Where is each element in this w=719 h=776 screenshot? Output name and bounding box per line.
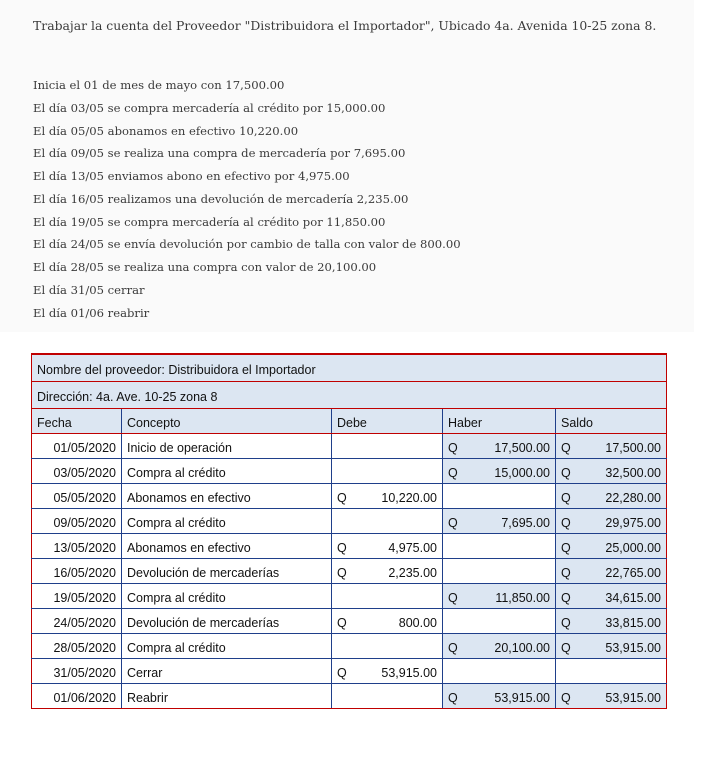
cell-debe — [332, 508, 443, 533]
operation-item: El día 16/05 realizamos una devolución de mercadería 2,235.00 — [33, 191, 409, 206]
cell-haber — [443, 433, 556, 458]
table-row — [32, 633, 667, 658]
cell-haber — [443, 633, 556, 658]
cell-concepto: Compra al crédito — [122, 458, 332, 483]
header-debe: Debe — [332, 408, 443, 433]
operation-item: El día 28/05 se realiza una compra con valor de 20,100.00 — [33, 260, 377, 274]
currency-symbol: Q — [337, 665, 347, 680]
table-row — [32, 483, 667, 508]
operation-item: El día 24/05 se envía devolución por cambio de talla con valor de 800.00 — [33, 237, 461, 252]
currency-symbol: Q — [337, 490, 347, 505]
amount: 53,915.00 — [381, 665, 437, 680]
cell-fecha: 01/06/2020 — [32, 683, 122, 708]
cell-concepto: Compra al crédito — [122, 508, 332, 533]
header-haber: Haber — [443, 408, 556, 433]
amount: 11,850.00 — [495, 590, 550, 605]
currency-symbol: Q — [448, 590, 458, 605]
operation-item: El día 31/05 cerrar — [33, 282, 145, 297]
cell-debe — [332, 533, 443, 558]
currency-symbol: Q — [561, 640, 571, 655]
operation-item: El día 09/05 se realiza una compra de mercadería por 7,695.00 — [33, 146, 406, 161]
operations-list — [33, 74, 461, 324]
amount: 15,000.00 — [494, 465, 550, 480]
supplier-address: Dirección: 4a. Ave. 10-25 zona 8 — [32, 381, 667, 408]
table-row — [32, 658, 667, 683]
operation-item: Inicia el 01 de mes de mayo con 17,500.00 — [33, 78, 285, 92]
operation-item: El día 03/05 se compra mercadería al crédito por 15,000.00 — [33, 100, 386, 115]
amount: 53,915.00 — [605, 640, 661, 655]
cell-debe — [332, 458, 443, 483]
cell-haber — [443, 583, 556, 608]
cell-debe — [332, 633, 443, 658]
currency-symbol: Q — [337, 565, 347, 580]
cell-saldo — [556, 483, 667, 508]
amount: 53,915.00 — [494, 690, 550, 705]
instructions-panel — [0, 0, 694, 332]
currency-symbol: Q — [561, 465, 571, 480]
amount: 20,100.00 — [494, 640, 550, 655]
currency-symbol: Q — [561, 440, 571, 455]
cell-fecha: 16/05/2020 — [32, 558, 122, 583]
amount: 7,695.00 — [501, 515, 550, 530]
table-row — [32, 683, 667, 708]
cell-fecha: 09/05/2020 — [32, 508, 122, 533]
cell-fecha: 19/05/2020 — [32, 583, 122, 608]
cell-saldo — [556, 533, 667, 558]
operation-item: El día 01/06 reabrir — [33, 305, 150, 320]
currency-symbol: Q — [561, 615, 571, 630]
amount: 17,500.00 — [494, 440, 550, 455]
cell-concepto: Inicio de operación — [122, 433, 332, 458]
cell-fecha: 31/05/2020 — [32, 658, 122, 683]
cell-debe — [332, 583, 443, 608]
cell-debe — [332, 658, 443, 683]
cell-concepto: Reabrir — [122, 683, 332, 708]
cell-debe — [332, 608, 443, 633]
cell-debe — [332, 683, 443, 708]
amount: 33,815.00 — [605, 615, 661, 630]
currency-symbol: Q — [561, 490, 571, 505]
amount: 22,280.00 — [605, 490, 661, 505]
address-row — [32, 381, 667, 408]
table-row — [32, 558, 667, 583]
cell-haber — [443, 558, 556, 583]
cell-fecha: 05/05/2020 — [32, 483, 122, 508]
cell-concepto: Abonamos en efectivo — [122, 483, 332, 508]
amount: 22,765.00 — [605, 565, 661, 580]
currency-symbol: Q — [448, 690, 458, 705]
amount: 32,500.00 — [605, 465, 661, 480]
supplier-row — [32, 354, 667, 381]
cell-saldo — [556, 683, 667, 708]
cell-concepto: Abonamos en efectivo — [122, 533, 332, 558]
table-row — [32, 608, 667, 633]
cell-fecha: 01/05/2020 — [32, 433, 122, 458]
cell-concepto: Compra al crédito — [122, 633, 332, 658]
currency-symbol: Q — [561, 565, 571, 580]
cell-debe — [332, 558, 443, 583]
currency-symbol: Q — [561, 515, 571, 530]
amount: 10,220.00 — [381, 490, 437, 505]
amount: 800.00 — [398, 615, 437, 630]
cell-saldo — [556, 583, 667, 608]
header-concepto: Concepto — [122, 408, 332, 433]
cell-fecha: 03/05/2020 — [32, 458, 122, 483]
currency-symbol: Q — [561, 590, 571, 605]
cell-haber — [443, 483, 556, 508]
cell-concepto: Devolución de mercaderías — [122, 558, 332, 583]
currency-symbol: Q — [448, 640, 458, 655]
currency-symbol: Q — [561, 540, 571, 555]
amount: 34,615.00 — [605, 590, 661, 605]
table-row — [32, 583, 667, 608]
cell-saldo — [556, 658, 667, 683]
supplier-name: Nombre del proveedor: Distribuidora el Importador — [32, 354, 667, 381]
table-row — [32, 533, 667, 558]
cell-fecha: 13/05/2020 — [32, 533, 122, 558]
cell-saldo — [556, 458, 667, 483]
cell-concepto: Devolución de mercaderías — [122, 608, 332, 633]
amount: 25,000.00 — [605, 540, 661, 555]
cell-haber — [443, 533, 556, 558]
cell-haber — [443, 608, 556, 633]
amount: 2,235.00 — [388, 565, 437, 580]
cell-haber — [443, 683, 556, 708]
cell-saldo — [556, 433, 667, 458]
cell-haber — [443, 508, 556, 533]
cell-concepto: Cerrar — [122, 658, 332, 683]
operation-item: El día 19/05 se compra mercadería al crédito por 11,850.00 — [33, 214, 386, 229]
supplier-ledger-table — [31, 353, 667, 709]
currency-symbol: Q — [337, 540, 347, 555]
operation-item: El día 05/05 abonamos en efectivo 10,220.00 — [33, 123, 299, 138]
currency-symbol: Q — [561, 690, 571, 705]
amount: 29,975.00 — [605, 515, 661, 530]
table-row — [32, 433, 667, 458]
amount: 4,975.00 — [388, 540, 437, 555]
table-header-row — [32, 408, 667, 433]
header-saldo: Saldo — [556, 408, 667, 433]
cell-debe — [332, 483, 443, 508]
cell-haber — [443, 458, 556, 483]
cell-saldo — [556, 633, 667, 658]
cell-concepto: Compra al crédito — [122, 583, 332, 608]
cell-fecha: 28/05/2020 — [32, 633, 122, 658]
cell-haber — [443, 658, 556, 683]
cell-debe — [332, 433, 443, 458]
amount: 17,500.00 — [605, 440, 661, 455]
cell-saldo — [556, 508, 667, 533]
cell-fecha: 24/05/2020 — [32, 608, 122, 633]
currency-symbol: Q — [337, 615, 347, 630]
table-row — [32, 458, 667, 483]
cell-saldo — [556, 558, 667, 583]
cell-saldo — [556, 608, 667, 633]
header-fecha: Fecha — [32, 408, 122, 433]
currency-symbol: Q — [448, 465, 458, 480]
currency-symbol: Q — [448, 440, 458, 455]
operation-item: El día 13/05 enviamos abono en efectivo por 4,975.00 — [33, 169, 350, 183]
amount: 53,915.00 — [605, 690, 661, 705]
currency-symbol: Q — [448, 515, 458, 530]
table-row — [32, 508, 667, 533]
exercise-statement: Trabajar la cuenta del Proveedor "Distribuidora el Importador", Ubicado 4a. Avenida 10-25 zona 8. — [33, 18, 657, 33]
